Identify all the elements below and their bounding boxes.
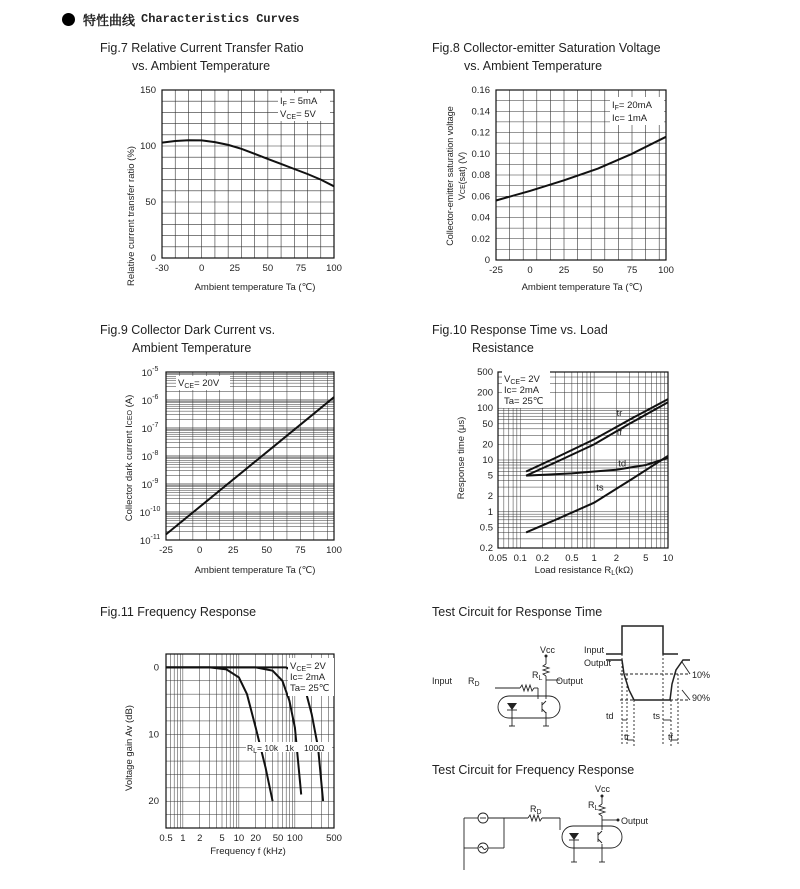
fig7-x-tick: 50: [262, 263, 274, 274]
fig9-y-tick: $10^{-8}$: [141, 450, 159, 463]
fig8-x-tick: 75: [626, 265, 638, 276]
fig10-title-line2: Resistance: [472, 341, 534, 355]
fig10-xlabel: Load resistance $R_L(k\Omega)$: [534, 565, 634, 577]
fig8-y-tick: 0.04: [471, 212, 490, 224]
fig11-chart: [90, 598, 350, 868]
fig9-y-tick: $10^{-9}$: [141, 478, 159, 491]
fig8-x-tick: 50: [592, 265, 604, 276]
fig11-x-tick: 100: [286, 833, 303, 844]
fig8-x-tick: 25: [558, 265, 570, 276]
fig11-rl-label: $R_L= 10k$: [247, 743, 279, 755]
fig8-series-vce-sat: [496, 137, 666, 201]
fig10-annotation-ic: Ic= 2mA: [504, 385, 540, 396]
fig11-x-tick: 500: [326, 833, 342, 844]
fig10-y-tick: 100: [477, 403, 493, 415]
fig9-title-line2: Ambient Temperature: [132, 341, 252, 355]
fig10-y-tick: 10: [482, 455, 493, 466]
frequency-circuit-title: Test Circuit for Frequency Response: [432, 763, 635, 777]
fig11-x-tick: 20: [250, 833, 262, 844]
fig8-annotation-ic: Ic= 1mA: [612, 113, 648, 124]
fig8-ylabel-line2: VCE(sat) (V): [457, 151, 467, 201]
fig9-y-tick: $10^{-11}$: [139, 534, 161, 547]
fig8-y-tick: 0.08: [471, 170, 490, 181]
fig11-title: Fig.11 Frequency Response: [100, 605, 257, 619]
fig10-y-tick: 500: [477, 367, 493, 378]
fig8-x-tick: -25: [489, 265, 503, 276]
rl-resistor-icon: [543, 664, 549, 676]
response-rl-label: $R_L$: [532, 670, 543, 682]
frequency-rd-label: $R_D$: [530, 804, 542, 816]
fig7-title-line2: vs. Ambient Temperature: [132, 59, 271, 73]
fig8-y-tick: 0.02: [471, 233, 490, 245]
fig8-annotation-if: $I_F= 20mA$: [612, 100, 652, 112]
fig8-xlabel: Ambient temperature Ta (℃): [521, 282, 643, 293]
rl-resistor-icon: [599, 804, 605, 816]
wave-tr-label: tr: [624, 732, 630, 742]
fig8-y-tick: 0.06: [471, 191, 490, 203]
fig10-annotation-ta: Ta= 25℃: [504, 396, 544, 407]
response-input-label: Input: [432, 676, 453, 686]
fig10-x-tick: 0.05: [488, 553, 508, 564]
fig10-title-line1: Fig.10 Response Time vs. Load: [432, 323, 608, 337]
fig7-y-tick: 150: [140, 85, 156, 96]
response-circuit-title: Test Circuit for Response Time: [432, 605, 603, 619]
fig11-x-tick: 10: [233, 833, 245, 844]
response-rd-label: $R_D$: [468, 676, 480, 688]
fig10-x-tick: 5: [643, 553, 649, 564]
fig7-ylabel: Relative current transfer ratio (%): [126, 146, 137, 286]
frequency-rl-label: $R_L$: [588, 800, 599, 812]
fig7-x-tick: 75: [295, 263, 307, 274]
fig7-y-tick: 100: [140, 141, 156, 152]
fig8-chart: [420, 36, 720, 296]
optocoupler-icon: [498, 696, 560, 718]
fig7-x-tick: -30: [155, 263, 169, 274]
optocoupler-icon: [562, 826, 622, 848]
fig10-x-tick: 0.1: [513, 553, 527, 564]
fig10-series-label-ts: ts: [596, 482, 604, 494]
fig10-y-tick: 200: [477, 387, 493, 399]
fig9-x-tick: -25: [159, 545, 173, 556]
fig11-annotation-vce: $V_{CE}= 2V$: [290, 661, 326, 673]
rd-resistor-icon: [520, 685, 534, 691]
fig10-chart: [420, 318, 720, 580]
fig11-y-tick: 20: [148, 796, 159, 808]
frequency-output-label: Output: [621, 816, 649, 826]
fig9-y-tick: $10^{-6}$: [141, 394, 159, 407]
led-icon: [569, 833, 579, 840]
fig8-y-tick: 0: [484, 255, 490, 266]
fig8-title-line2: vs. Ambient Temperature: [464, 59, 603, 73]
fig7-xlabel: Ambient temperature Ta (℃): [194, 282, 316, 293]
fig11-annotation-ta: Ta= 25℃: [290, 683, 330, 694]
fig10-x-tick: 0.2: [535, 553, 550, 564]
fig11-x-tick: 2: [197, 833, 203, 844]
fig9-x-tick: 75: [295, 545, 306, 556]
fig8-title-line1: Fig.8 Collector-emitter Saturation Voltage: [432, 41, 661, 55]
fig9-y-tick: $10^{-10}$: [139, 506, 161, 519]
fig10-x-tick: 2: [613, 553, 620, 564]
wave-ts-label: ts: [653, 711, 661, 721]
wave-input-label: Input: [584, 645, 605, 655]
fig10-y-tick: 5: [487, 470, 493, 482]
fig8-y-tick: 0.10: [471, 148, 490, 160]
fig11-x-tick: 50: [272, 833, 284, 844]
fig9-xlabel: Ambient temperature Ta (℃): [194, 565, 316, 576]
fig10-x-tick: 0.5: [565, 553, 579, 564]
fig9-x-tick: 100: [326, 545, 342, 556]
fig10-x-tick: 10: [662, 553, 674, 564]
fig11-annotation-ic: Ic= 2mA: [290, 672, 326, 683]
fig11-y-tick: 0: [153, 662, 159, 674]
fig8-ylabel-line1: Collector-emitter saturation voltage: [445, 106, 455, 246]
fig11-x-tick: 0.5: [159, 833, 173, 844]
fig10-series-label-td: td: [618, 458, 627, 470]
fig10-y-tick: 0.2: [479, 543, 493, 554]
frequency-vcc-label: Vcc: [595, 784, 611, 794]
output-terminal-icon: [617, 819, 620, 822]
fig7-annotation-if: $I_F = 5mA$: [280, 96, 318, 108]
fig7-x-tick: 25: [229, 263, 241, 274]
fig7-annotation-vce: $V_{CE}= 5V$: [280, 109, 316, 121]
fig11-xlabel: Frequency f (kHz): [210, 846, 286, 857]
fig7-x-tick: 0: [199, 263, 205, 274]
fig7-chart: [90, 36, 350, 296]
fig9-annotation-vce: $V_{CE}= 20V$: [178, 378, 220, 390]
fig7-x-tick: 100: [326, 263, 342, 274]
fig11-rl-label-100ohm: 100Ω: [304, 743, 325, 753]
fig9-y-tick: $10^{-5}$: [141, 366, 159, 379]
fig10-x-tick: 1: [591, 553, 597, 564]
fig11-x-tick: 1: [180, 833, 186, 844]
fig11-rl-label-1k: 1k: [285, 743, 294, 753]
header-bullet-icon: [62, 13, 75, 26]
fig10-y-tick: 20: [482, 439, 493, 451]
wave-tf-label: tf: [668, 732, 674, 742]
fig10-y-tick: 2: [487, 491, 493, 503]
fig11-ylabel: Voltage gain Av (dB): [124, 705, 135, 791]
frequency-response-circuit: [420, 758, 720, 876]
fig10-annotation-vce: $V_{CE}= 2V$: [504, 374, 540, 386]
led-icon: [507, 703, 517, 710]
page-header: [62, 8, 299, 30]
wave-output-label: Output: [584, 658, 612, 668]
response-vcc-label: Vcc: [540, 645, 556, 655]
fig10-y-tick: 0.5: [479, 522, 493, 534]
fig10-series-label-tr: tr: [616, 408, 623, 420]
fig9-y-tick: $10^{-7}$: [141, 422, 159, 435]
fig7-y-tick: 50: [145, 197, 156, 208]
fig10-y-tick: 50: [482, 418, 493, 430]
fig10-ylabel: Response time (μs): [456, 416, 467, 500]
fig10-series-ts: [526, 456, 668, 533]
fig8-y-tick: 0.16: [471, 85, 490, 96]
header-title-en: Characteristics Curves: [141, 12, 300, 26]
fig11-y-tick: 10: [148, 729, 159, 741]
fig9-series-iceo: [166, 397, 334, 534]
fig9-chart: [90, 318, 350, 580]
response-waveform: [606, 626, 690, 746]
wave-10pct-label: 10%: [692, 670, 711, 680]
fig8-x-tick: 100: [658, 265, 674, 276]
vcc-terminal-icon: [601, 795, 604, 798]
fig7-y-tick: 0: [150, 253, 156, 264]
fig10-y-tick: 1: [487, 506, 493, 518]
response-time-circuit: [420, 598, 720, 758]
fig9-x-tick: 50: [261, 545, 273, 556]
fig8-y-tick: 0.12: [471, 127, 490, 139]
fig9-x-tick: 25: [227, 545, 239, 556]
fig8-x-tick: 0: [527, 265, 533, 276]
wave-90pct-label: 90%: [692, 693, 711, 703]
fig8-y-tick: 0.14: [471, 106, 490, 118]
response-output-label: Output: [556, 676, 584, 686]
fig9-ylabel: Collector dark current ICEO (A): [124, 394, 135, 522]
fig11-x-tick: 5: [219, 833, 225, 844]
fig9-x-tick: 0: [196, 545, 203, 556]
fig10-series-label-tf: tf: [616, 427, 623, 439]
fig7-title-line1: Fig.7 Relative Current Transfer Ratio: [100, 41, 304, 55]
wave-td-label: td: [606, 711, 614, 721]
fig9-title-line1: Fig.9 Collector Dark Current vs.: [100, 323, 276, 337]
header-title-cn: 特性曲线: [83, 13, 136, 29]
